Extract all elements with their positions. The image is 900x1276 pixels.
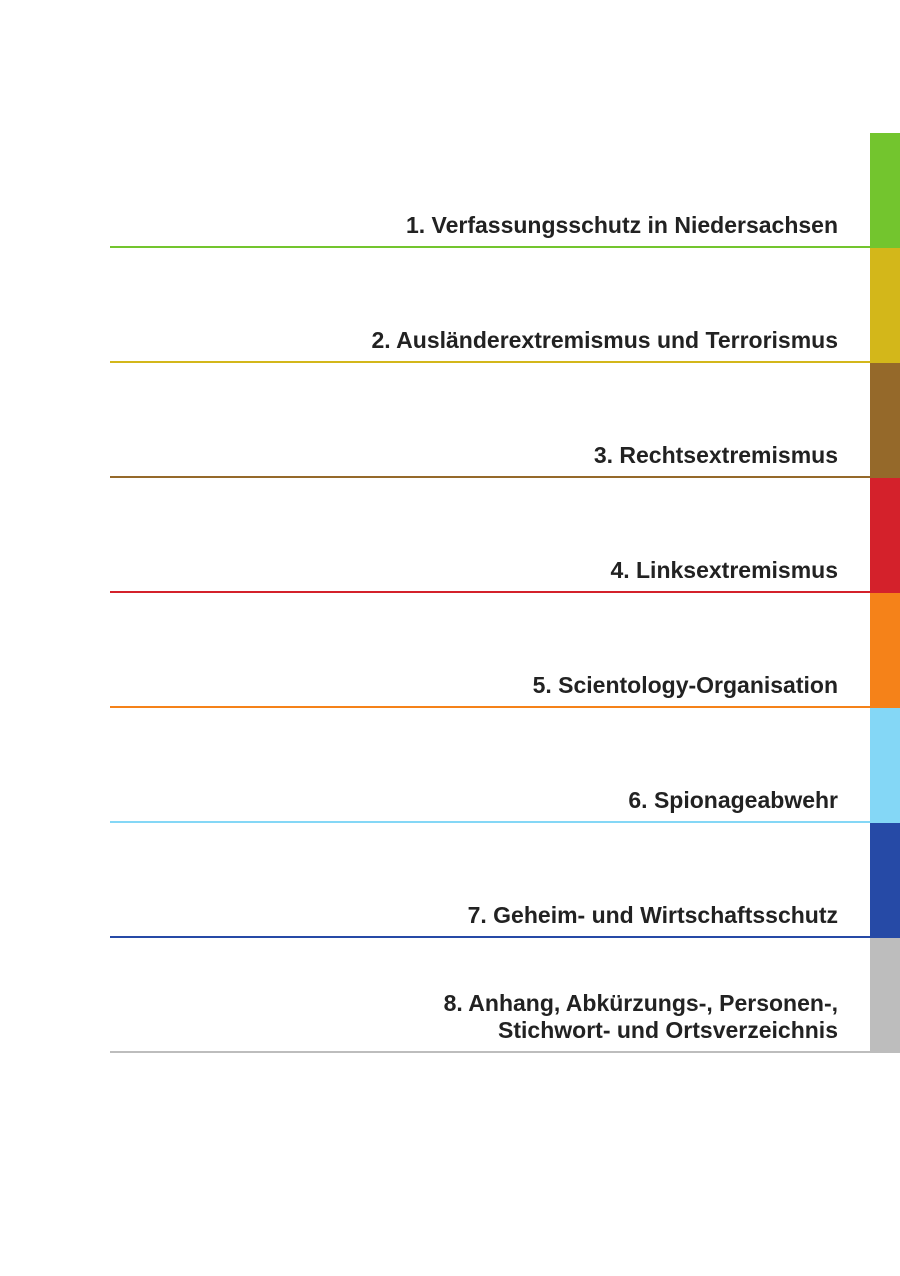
- section-tab: [870, 708, 900, 823]
- section-label: 1. Verfassungsschutz in Niedersachsen: [405, 212, 838, 238]
- section-label: 7. Geheim- und Wirtschaftsschutz: [467, 902, 838, 928]
- section-label: 2. Ausländerextremismus und Terrorismus: [371, 327, 838, 353]
- section-rule: [110, 1051, 870, 1053]
- section-1[interactable]: [0, 133, 900, 248]
- section-4[interactable]: [0, 478, 900, 593]
- section-tab: [870, 363, 900, 478]
- section-tab: [870, 823, 900, 938]
- table-of-contents: [0, 133, 900, 1053]
- section-3[interactable]: [0, 363, 900, 478]
- section-tab: [870, 593, 900, 708]
- section-5[interactable]: [0, 593, 900, 708]
- section-2[interactable]: [0, 248, 900, 363]
- section-tab: [870, 248, 900, 363]
- section-tab: [870, 478, 900, 593]
- section-6[interactable]: [0, 708, 900, 823]
- section-tab: [870, 133, 900, 248]
- section-8[interactable]: [0, 938, 900, 1053]
- section-label: 3. Rechtsextremismus: [593, 442, 838, 468]
- section-label: 4. Linksextremismus: [610, 557, 838, 583]
- section-label: 8. Anhang, Abkürzungs-, Personen-, Stichwort- und Ortsverzeichnis: [443, 990, 838, 1043]
- section-label: 6. Spionageabwehr: [628, 787, 838, 813]
- section-label: 5. Scientology-Organisation: [532, 672, 838, 698]
- section-tab: [870, 938, 900, 1053]
- section-7[interactable]: [0, 823, 900, 938]
